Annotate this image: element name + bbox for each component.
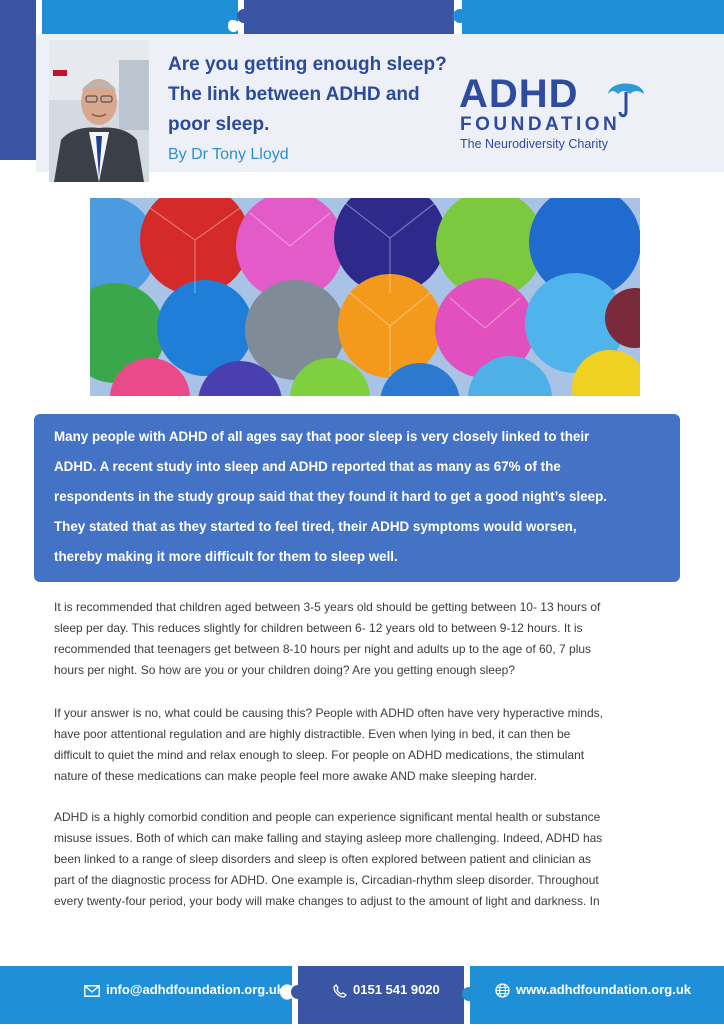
paragraph-line: difficult to quiet the mind and relax enough to sleep. For people on ADHD medications, the stimulant <box>54 748 585 762</box>
paragraph-line: If your answer is no, what could be causing this? People with ADHD often have very hyperactive minds, <box>54 706 603 720</box>
callout-line: respondents in the study group said that they found it hard to get a good night’s sleep. <box>54 489 607 504</box>
callout-line: thereby making it more difficult for them to sleep well. <box>54 549 398 564</box>
article-title <box>168 50 458 140</box>
left-accent-bar <box>0 0 36 160</box>
paragraph-line: It is recommended that children aged between 3-5 years old should be getting between 10- 13 hours of <box>54 600 601 614</box>
logo-foundation-text: FOUNDATION <box>460 114 621 135</box>
callout-line: They stated that as they started to feel tired, their ADHD symptoms would worsen, <box>54 519 577 534</box>
body-paragraph-1 <box>54 597 679 681</box>
paragraph-line: been linked to a range of sleep disorders and sleep is often explored between patient and clinician as <box>54 852 592 866</box>
logo-tagline: The Neurodiversity Charity <box>460 137 608 151</box>
phone-text: 0151 541 9020 <box>353 982 440 997</box>
paragraph-line: misuse issues. Both of which can make falling and staying asleep more challenging. Indeed, ADHD has <box>54 831 603 845</box>
phone-icon <box>333 984 347 998</box>
paragraph-line: hours per night. So how are you or your children doing? Are you getting enough sleep? <box>54 663 515 677</box>
paragraph-line: every twenty-four period, your body will make changes to adjust to the amount of light and darkness. In <box>54 894 600 908</box>
footer-email-link[interactable] <box>84 977 284 1003</box>
body-paragraph-3 <box>54 807 679 912</box>
paragraph-line: recommended that teenagers get between 8-10 hours per night and adults up to the age of 60, 7 plus <box>54 642 592 656</box>
umbrellas-photo <box>90 198 640 396</box>
author-byline: By Dr Tony Lloyd <box>168 146 289 163</box>
paragraph-line: sleep per day. This reduces slightly for children between 6- 12 years old to between 9-12 hours. It is <box>54 621 583 635</box>
author-portrait <box>49 40 149 182</box>
title-line: Are you getting enough sleep? <box>168 54 447 75</box>
callout-line: Many people with ADHD of all ages say that poor sleep is very closely linked to their <box>54 429 590 444</box>
paragraph-line: ADHD is a highly comorbid condition and people can experience significant mental health or substance <box>54 810 601 824</box>
footer-phone-link[interactable] <box>333 977 440 1003</box>
globe-icon <box>495 983 510 998</box>
paragraph-line: nature of these medications can make people feel more awake AND make sleeping harder. <box>54 769 537 783</box>
title-line: The link between ADHD and <box>168 84 420 105</box>
title-line: poor sleep. <box>168 114 270 135</box>
email-text: info@adhdfoundation.org.uk <box>106 982 285 997</box>
top-banner-strip <box>0 0 724 34</box>
callout-line: ADHD. A recent study into sleep and ADHD reported that as many as 67% of the <box>54 459 561 474</box>
adhd-foundation-logo <box>456 70 646 160</box>
highlight-callout <box>34 414 680 582</box>
logo-wordmark: ADHD <box>459 72 579 116</box>
envelope-icon <box>84 985 100 997</box>
footer-website-link[interactable] <box>495 977 691 1003</box>
paragraph-line: part of the diagnostic process for ADHD. One example is, Circadian-rhythm sleep disorder. Throughout <box>54 873 599 887</box>
body-paragraph-2 <box>54 703 679 787</box>
website-text: www.adhdfoundation.org.uk <box>516 982 691 997</box>
paragraph-line: have poor attentional regulation and are highly distractible. Even when lying in bed, it can then be <box>54 727 571 741</box>
